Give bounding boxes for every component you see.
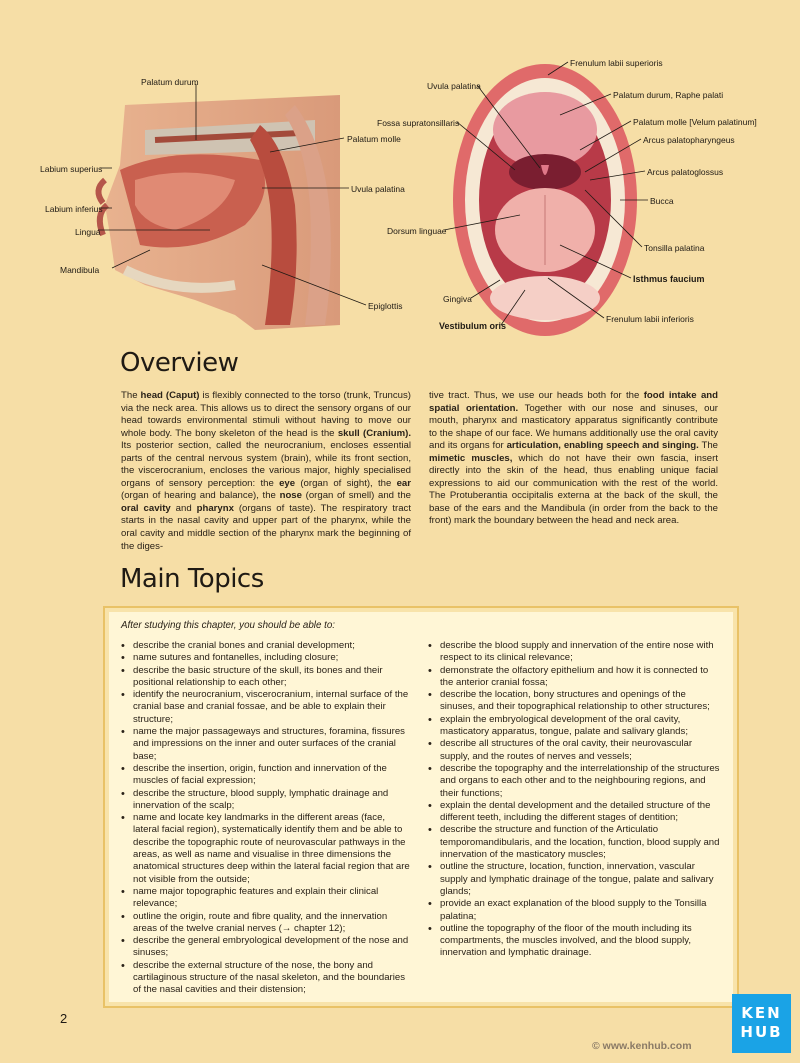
label-gingiva: Gingiva bbox=[443, 294, 472, 304]
objective-item: • identify the neurocranium, viscerocranium, internal surface of the cranial base and cranial fossae, and be able to explain their structure; bbox=[121, 689, 411, 726]
bold-term: eye bbox=[279, 477, 296, 489]
objective-item: • describe the external structure of the nose, the bony and cartilaginous structure of the nasal skeleton, and the boundaries of the nasal cavities and their distension; bbox=[121, 960, 411, 997]
objective-item: • name the major passageways and structures, foramina, fissures and impressions on the inner and outer surfaces of the cranial base; bbox=[121, 726, 411, 763]
bold-term: oral cavity bbox=[121, 502, 171, 514]
objective-item: • describe the topography and the interrelationship of the structures and organs to each other and to the neighbouring regions, and their functions; bbox=[428, 763, 720, 800]
label-epiglottis: Epiglottis bbox=[368, 301, 403, 311]
label-tonsilla-palatina: Tonsilla palatina bbox=[644, 243, 705, 253]
text-run: The bbox=[698, 440, 718, 452]
overview-heading: Overview bbox=[120, 348, 239, 378]
label-fossa-supratonsillaris: Fossa supratonsillaris bbox=[377, 118, 460, 128]
text-run: (organ of smell) and the bbox=[301, 490, 411, 502]
label-palatum-molle: Palatum molle bbox=[347, 134, 401, 144]
label-arcus-palatoglossus: Arcus palatoglossus bbox=[647, 167, 724, 177]
bold-term: pharynx bbox=[196, 502, 234, 514]
objective-item: • describe the general embryological development of the nose and sinuses; bbox=[121, 935, 411, 960]
objective-item: • demonstrate the olfactory epithelium and how it is connected to the anterior cranial fossa; bbox=[428, 665, 720, 690]
label-frenulum-labii-superioris: Frenulum labii superioris bbox=[570, 58, 663, 68]
logo-text-bottom: HUB bbox=[740, 1023, 783, 1041]
label-labium-inferius: Labium inferius bbox=[45, 204, 103, 214]
label-bucca: Bucca bbox=[650, 196, 674, 206]
main-topics-heading: Main Topics bbox=[120, 564, 264, 594]
text-run: tive tract. Thus, we use our heads both for the bbox=[429, 390, 644, 401]
text-run: Together with our nose and sinuses, our mouth, pharynx and masticatory apparatus significantly contribute to the shape of our face. We humans additionally use the oral cavity and its organs for bbox=[429, 402, 718, 452]
label-lingua: Lingua bbox=[75, 227, 101, 237]
objectives-list-right bbox=[428, 640, 720, 960]
overview-column-left bbox=[121, 390, 411, 553]
bold-term: head (Caput) bbox=[140, 390, 200, 401]
right-figure-leader-lines bbox=[0, 0, 800, 340]
text-run: Its posterior section, called the neurocranium, encloses essential parts of the central nervous system (brain), while its front section, the viscerocranium, encloses the various major, highly specialised organs of sensory perception: the bbox=[121, 440, 411, 489]
learning-objectives-intro: After studying this chapter, you should be able to: bbox=[121, 620, 336, 631]
objective-item: • describe the cranial bones and cranial development; bbox=[121, 640, 411, 652]
text-run: is flexibly connected to the torso (trunk, Truncus) via the neck area. This allows us to direct the sensory organs of our head towards environmental stimuli without having to move our whole body. The bony skeleton of the head is the bbox=[121, 390, 411, 439]
objective-item: • explain the embryological development of the oral cavity, masticatory apparatus, tongue, palate and salivary glands; bbox=[428, 714, 720, 739]
objective-item: • explain the dental development and the detailed structure of the different teeth, including the different stages of dentition; bbox=[428, 800, 720, 825]
objective-item: • provide an exact explanation of the blood supply to the Tonsilla palatina; bbox=[428, 898, 720, 923]
objective-item: • describe the blood supply and innervation of the entire nose with respect to its clinical relevance; bbox=[428, 640, 720, 665]
logo-text-top: KEN bbox=[741, 1004, 782, 1022]
label-mandibula: Mandibula bbox=[60, 265, 100, 275]
objective-item: • describe all structures of the oral cavity, their neurovascular supply, and the routes of nerves and vessels; bbox=[428, 738, 720, 763]
label-vestibulum-oris: Vestibulum oris bbox=[439, 321, 507, 331]
kenhub-logo[interactable] bbox=[732, 994, 791, 1053]
label-palatum-durum: Palatum durum bbox=[141, 77, 199, 87]
text-run: (organ of hearing and balance), the bbox=[121, 490, 280, 502]
label-arcus-palatopharyngeus: Arcus palatopharyngeus bbox=[643, 135, 735, 145]
objective-item: • describe the insertion, origin, function and innervation of the muscles of facial expression; bbox=[121, 763, 411, 788]
bold-term: skull (Cranium). bbox=[337, 427, 411, 439]
bold-term: nose bbox=[279, 490, 302, 502]
bold-term: mimetic muscles, bbox=[429, 452, 513, 464]
label-dorsum-linguae: Dorsum linguae bbox=[387, 226, 447, 236]
bold-term: ear bbox=[396, 477, 411, 489]
text-run: (organs of taste). The respiratory tract starts in the nasal cavity and upper part of the pharynx, while the oral cavity and middle section of the pharynx mark the beginning of the diges- bbox=[121, 502, 411, 552]
objective-item: • outline the topography of the floor of the mouth including its compartments, the muscles involved, and the blood supply, innervation and lymphatic drainage. bbox=[428, 923, 720, 960]
page-number: 2 bbox=[60, 1011, 68, 1026]
objectives-list-left bbox=[121, 640, 411, 997]
objective-item: • outline the structure, location, function, innervation, vascular supply and lymphatic drainage of the tongue, palate and salivary glands; bbox=[428, 861, 720, 898]
objective-item: • name sutures and fontanelles, including closure; bbox=[121, 652, 411, 664]
copyright-link[interactable]: © www.kenhub.com bbox=[592, 1040, 692, 1052]
objective-item: • describe the structure and function of the Articulatio temporomandibularis, and the location, function, blood supply and innervation of the masticatory muscles; bbox=[428, 824, 720, 861]
label-palatum-molle-velum: Palatum molle [Velum palatinum] bbox=[633, 117, 757, 127]
text-run: and bbox=[170, 502, 197, 514]
text-run: (organ of sight), the bbox=[295, 477, 397, 489]
bold-term: articulation, enabling speech and singing. bbox=[506, 440, 699, 452]
objective-item: • outline the origin, route and fibre quality, and the innervation areas of the twelve cranial nerves (→ chapter 12); bbox=[121, 911, 411, 936]
label-isthmus-faucium: Isthmus faucium bbox=[633, 274, 705, 284]
bold-term: food intake and spatial orientation. bbox=[429, 390, 718, 414]
label-frenulum-labii-inferioris: Frenulum labii inferioris bbox=[606, 314, 694, 324]
label-uvula-palatina-left: Uvula palatina bbox=[351, 184, 405, 194]
text-run: The bbox=[121, 390, 141, 401]
objective-item: • describe the structure, blood supply, lymphatic drainage and innervation of the scalp; bbox=[121, 788, 411, 813]
objective-item: • describe the basic structure of the skull, its bones and their positional relationship to each other; bbox=[121, 665, 411, 690]
label-uvula-palatina-right: Uvula palatina bbox=[427, 81, 481, 91]
objective-item: • describe the location, bony structures and openings of the sinuses, and their topographical relationship to other structures; bbox=[428, 689, 720, 714]
objective-item: • name and locate key landmarks in the different areas (face, lateral facial region), systematically identify them and be able to describe the topographic route of neurovascular pathways in the areas, as well as name and visualise in three dimensions the anatomical structures deep within the lateral facial region that are not visible from the outside; bbox=[121, 812, 411, 886]
objective-item: • name major topographic features and explain their clinical relevance; bbox=[121, 886, 411, 911]
text-run: which do not have their own fascia, insert directly into the skin of the head, thus enabling unique facial expressions to aid our communication with the rest of the world. The Protuberantia occipitalis externa at the back of the skull, the base of the ears and the Mandibula (in order from the back to the front) mark the boundary between the head and neck area. bbox=[429, 452, 718, 527]
overview-column-right bbox=[429, 390, 718, 528]
label-labium-superius: Labium superius bbox=[40, 164, 103, 174]
label-palatum-durum-raphe: Palatum durum, Raphe palati bbox=[613, 90, 724, 100]
